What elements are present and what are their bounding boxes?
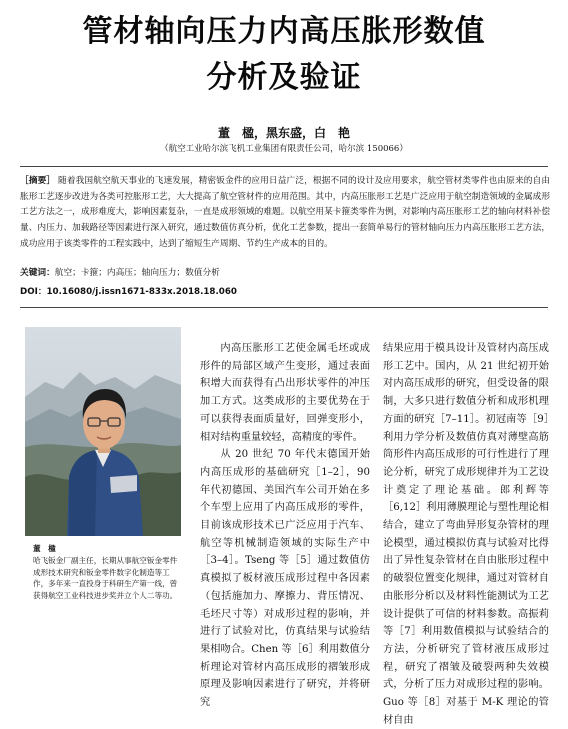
bio-text: 哈飞钣金厂副主任，长期从事航空钣金零件成形技术研究和钣金零件数字化制造等工作，多年来一直投身于科研生产第一线，曾获得航空工业科技进步奖并立个人二等功。: [33, 555, 178, 601]
bio-name: 董 楹: [33, 544, 56, 553]
body-paragraph: 结果应用于模具设计及管材内高压成形工艺中。国内，从 21 世纪初开始对内高压成形的研究，但受设备的限制，大多只进行数值分析和成形机理方面的研究［7–11］。初冠南等［9］利用力学分析及数值仿真对薄壁高筋筒形件内高压成形的可行性进行了理论分析，研究了成形规律并为工艺设计奠定了理论基础。郎利辉等［6,12］利用薄膜理论与塑性理论相结合，建立了弯曲异形复杂管材的理论模型，通过模拟仿真与试验对比得出了异性复杂管材在自由胀形过程中的破裂位置变化规律，通过对管材自由胀形分析以及材料性能测试为工艺设计提供了可信的材料参数。高振莉等［7］利用数值模拟与试验结合的方法，分析研究了管材液压成形过程，研究了褶皱及破裂两种失效模式，分析了压力对成形过程的影响。Guo 等［8］对基于 M-K 理论的管材自由: [383, 343, 549, 726]
body-column-right: [383, 340, 549, 726]
authors: 董 楹，黑东盛，白 艳: [217, 126, 350, 140]
abstract-label: ［摘要］: [20, 176, 56, 186]
affiliation: （航空工业哈尔滨飞机工业集团有限责任公司，哈尔滨 150066）: [160, 144, 408, 154]
keywords: [20, 266, 220, 278]
body-paragraph: 从 20 世纪 70 年代末德国开始内高压成形的基础研究［1–2］，90 年代初德国、美国汽车公司开始在多个车型上应用了内高压成形的零件，目前该成形技术已广泛应用于汽车、航空等机械制造领域的实际生产中［3–4］。Tseng 等［5］通过数值仿真模拟了板材液压成形过程中各因素（包括施加力、摩擦力、背压情况、毛坯尺寸等）对成形过程的影响，并进行了试验对比，仿真结果与试验结果相吻合。Chen 等［6］利用数值分析理论对管材内高压成形的褶皱形成原理及影响因素进行了研究，并将研究: [200, 449, 370, 709]
keywords-text: 航空；卡箍；内高压；轴向压力；数值分析: [54, 268, 220, 278]
author-photo: [25, 327, 181, 536]
keywords-label: 关键词：: [20, 268, 55, 278]
abstract-text: 随着我国航空航天事业的飞速发展，精密钣金件的应用日益广泛，根据不同的设计及应用要求，航空管材类零件也由原来的自由胀形工艺逐步改进为各类可控胀形工艺，大大提高了航空管材件的应用范围。其中，内高压胀形工艺是广泛应用于航空制造领域的金属成形工艺方法之一，成形难度大，影响因素复杂，一直是成形领域的难题。以航空用某卡箍类零件为例，对影响内高压胀形工艺的轴向材料补偿量、内压力、加载路径等因素进行深入研究，通过数值仿真分析，优化工艺参数，提出一套简单易行的管材轴向压力内高压胀形工艺方法，成功应用于该类零件的工程实践中，达到了缩短生产周期、节约生产成本的目的。: [20, 176, 551, 249]
divider-bottom: [20, 307, 548, 308]
body-column-middle: [200, 340, 370, 709]
paper-title-line-1: 管材轴向压力内高压胀形数值: [82, 14, 486, 49]
paper-title-line-2: 分析及验证: [206, 60, 362, 95]
body-paragraph: 内高压胀形工艺使金属毛坯或成形件的局部区域产生变形，通过表面积增大而获得有凸出形状零件的冲压加工方式。这类成形的主要优势在于可以获得表面质量好，回弹变形小，相对结构重量较轻，高精度的零件。: [200, 343, 370, 443]
doi: DOI：10.16080/j.issn1671-833x.2018.18.060: [20, 287, 237, 297]
divider-top: [20, 166, 548, 167]
author-bio: [33, 543, 183, 602]
abstract: [20, 174, 550, 268]
